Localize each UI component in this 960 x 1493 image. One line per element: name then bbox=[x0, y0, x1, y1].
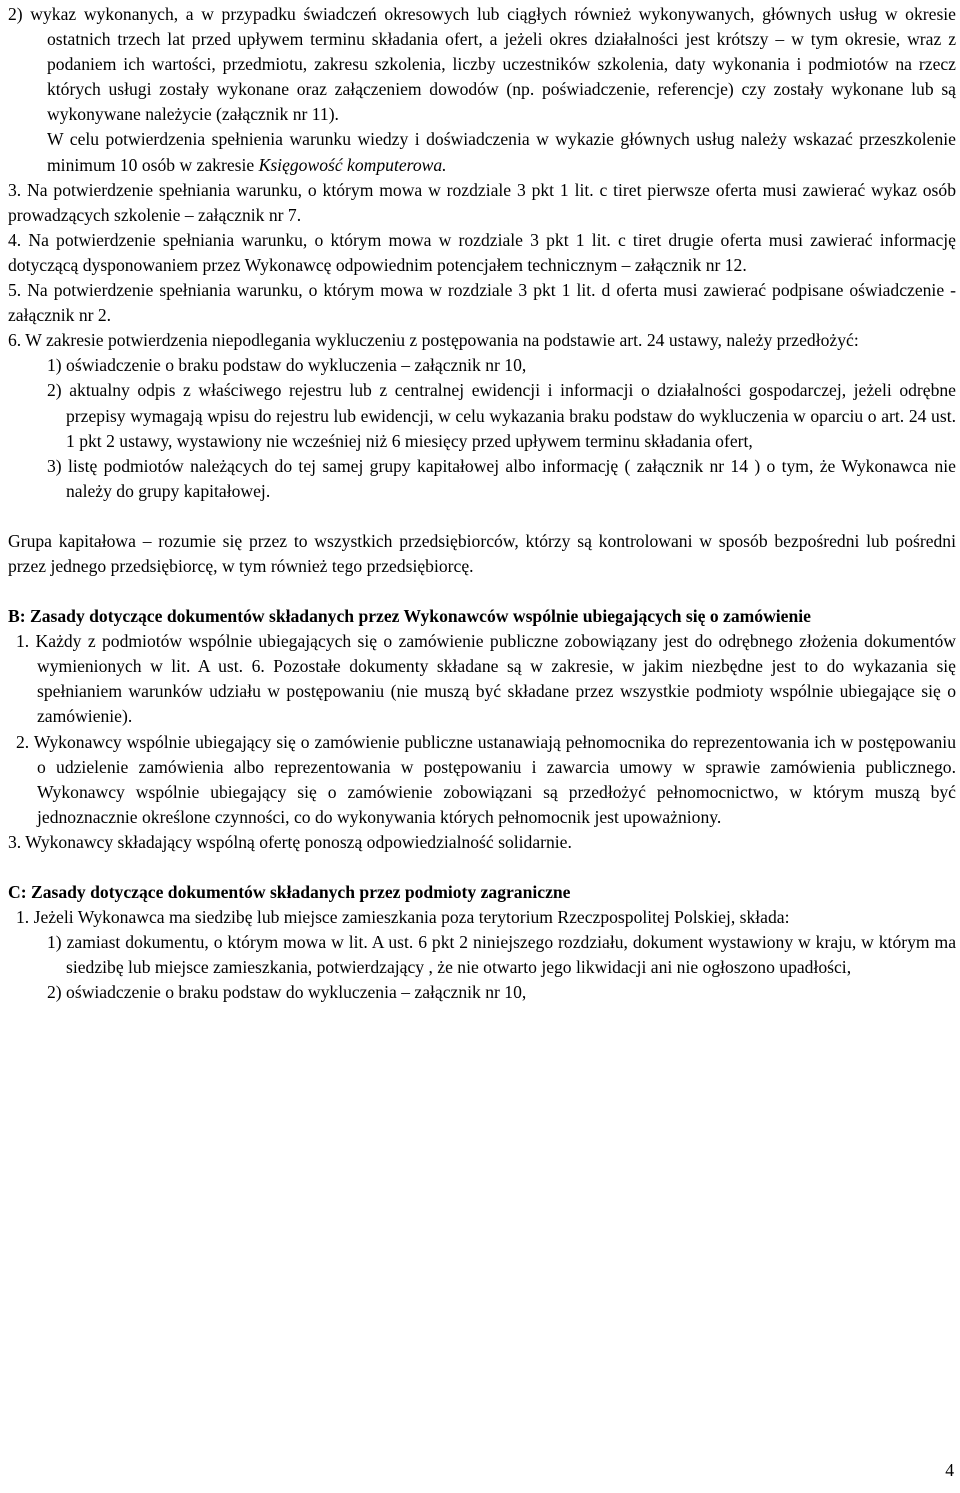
section-c-heading-text: C: Zasady dotyczące dokumentów składanych przez podmioty zagraniczne bbox=[8, 882, 571, 902]
section-a-item-6-sub-3: 3) listę podmiotów należących do tej samej grupy kapitałowej albo informację ( załącznik nr 14 ) o tym, że Wykonawca nie należy do grupy kapitałowej. bbox=[47, 455, 956, 501]
section-a-item-3: 3. Na potwierdzenie spełniania warunku, o którym mowa w rozdziale 3 pkt 1 lit. c tiret pierwsze oferta musi zawierać wykaz osób prowadzących szkolenie – załącznik nr 7. bbox=[8, 179, 956, 225]
capital-group-definition: Grupa kapitałowa – rozumie się przez to wszystkich przedsiębiorców, którzy są kontrolowani w sposób bezpośredni lub pośredni przez jednego przedsiębiorcę, w tym również tego przedsiębiorcę. bbox=[8, 530, 956, 576]
section-b-heading-text: B: Zasady dotyczące dokumentów składanych przez Wykonawców wspólnie ubiegających się o zamówienie bbox=[8, 606, 811, 627]
document-page bbox=[8, 2, 956, 1005]
section-a-item-6-sub-1: 1) oświadczenie o braku podstaw do wykluczenia – załącznik nr 10, bbox=[47, 355, 527, 376]
section-a-item-6: 6. W zakresie potwierdzenia niepodlegania wykluczeniu z postępowania na podstawie art. 24 ustawy, należy przedłożyć: bbox=[8, 330, 859, 351]
note-text: W celu potwierdzenia spełnienia warunku wiedzy i doświadczenia w wykazie głównych usług należy wskazać przeszkolenie minimum 10 osób w zakresie bbox=[47, 129, 956, 175]
section-b-item-1: 1. Każdy z podmiotów wspólnie ubiegających się o zamówienie publiczne zobowiązany jest do odrębnego złożenia dokumentów wymienionych w lit. A ust. 6. Pozostałe dokumenty składane są w zakresie, w jakim niezbędne jest to do wykazania się spełnianiem warunków udziału w postępowaniu (nie muszą być składane przez wszystkie podmioty wspólnie ubiegające się o zamówienie). bbox=[16, 631, 956, 727]
page-number: 4 bbox=[945, 1460, 954, 1480]
section-c-item-1: 1. Jeżeli Wykonawca ma siedzibę lub miejsce zamieszkania poza terytorium Rzeczpospolitej Polskiej, składa: bbox=[16, 907, 790, 928]
section-c-heading bbox=[8, 880, 956, 905]
section-a-item-5: 5. Na potwierdzenie spełniania warunku, o którym mowa w rozdziale 3 pkt 1 lit. d oferta musi zawierać podpisane oświadczenie - załącznik nr 2. bbox=[8, 280, 956, 326]
section-a-item-4: 4. Na potwierdzenie spełniania warunku, o którym mowa w rozdziale 3 pkt 1 lit. c tiret drugie oferta musi zawierać informację dotyczącą dysponowaniem przez Wykonawcę odpowiednim potencjałem technicznym – załącznik nr 12. bbox=[8, 229, 956, 275]
section-b-item-3: 3. Wykonawcy składający wspólną ofertę ponoszą odpowiedzialność solidarnie. bbox=[8, 831, 572, 852]
section-a-item-6-sub-2: 2) aktualny odpis z właściwego rejestru lub z centralnej ewidencji i informacji o działalności gospodarczej, jeżeli odrębne przepisy wymagają wpisu do rejestru lub ewidencji, w celu wykazania braku podstaw do wykluczenia w oparciu o art. 24 ust. 1 pkt 2 ustawy, wystawiony nie wcześniej niż 6 miesięcy przed upływem terminu składania ofert, bbox=[47, 380, 956, 451]
section-a-item-2-note bbox=[8, 127, 956, 177]
section-b-item-2: 2. Wykonawcy wspólnie ubiegający się o zamówienie publiczne ustanawiają pełnomocnika do reprezentowania ich w postępowaniu o udzielenie zamówienia albo reprezentowania w postępowaniu i zawarcia umowy w sprawie zamówienia publicznego. Wykonawcy wspólnie ubiegający się o zamówienie zobowiązani są przedłożyć pełnomocnictwo, w którym muszą być jednoznacznie określone czynności, co do wykonywania których pełnomocnik jest upoważniony. bbox=[16, 731, 956, 827]
section-c-item-1-sub-2: 2) oświadczenie o braku podstaw do wykluczenia – załącznik nr 10, bbox=[47, 982, 527, 1003]
section-c-item-1-sub-1: 1) zamiast dokumentu, o którym mowa w lit. A ust. 6 pkt 2 niniejszego rozdziału, dokument wystawiony w kraju, w którym ma siedzibę lub miejsce zamieszkania, potwierdzający , że nie otwarto jego likwidacji ani nie ogłoszono upadłości, bbox=[47, 932, 956, 978]
section-a-item-2: 2) wykaz wykonanych, a w przypadku świadczeń okresowych lub ciągłych również wykonywanych, głównych usług w okresie ostatnich trzech lat przed upływem terminu składania ofert, a jeżeli okres działalności jest krótszy – w tym okresie, wraz z podaniem ich wartości, przedmiotu, zakresu szkolenia, liczby uczestników szkolenia, daty wykonania i podmiotów na rzecz których usługi zostały wykonane oraz załączeniem dowodów (np. poświadczenie, referencje) czy zostały wykonane lub są wykonywane należycie (załącznik nr 11). bbox=[8, 4, 956, 125]
section-b-heading bbox=[8, 604, 956, 629]
note-italic-text: Księgowość komputerowa. bbox=[258, 154, 447, 175]
